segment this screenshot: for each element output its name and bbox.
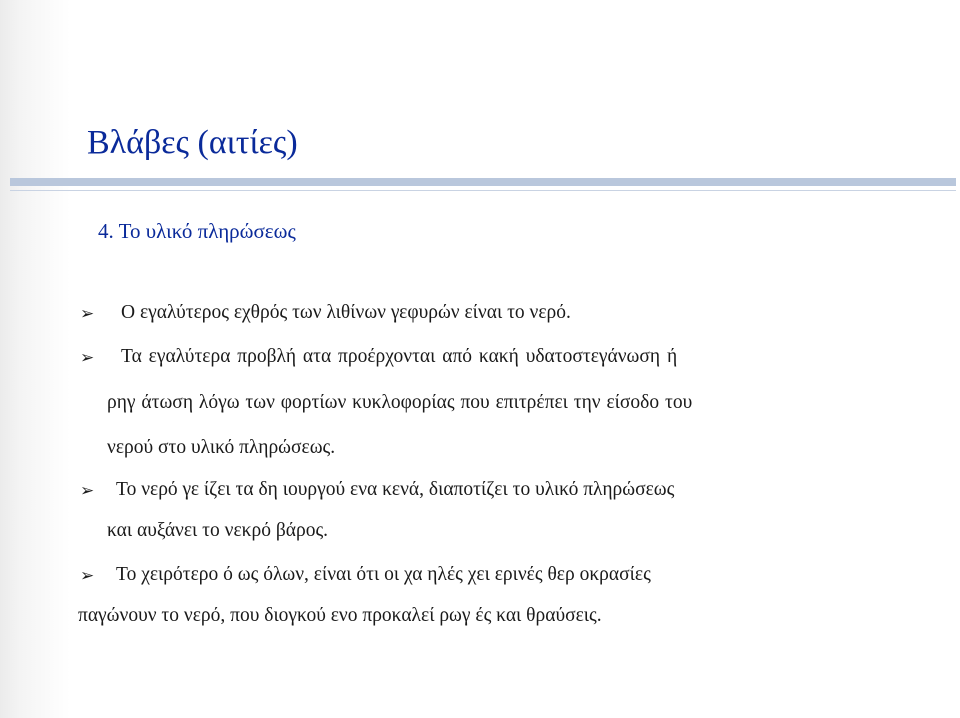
bullet-arrow-icon: ➢ xyxy=(80,304,95,324)
slide-title: Βλάβες (αιτίες) xyxy=(87,124,298,161)
title-rule-thin xyxy=(10,190,956,191)
bullet-arrow-icon: ➢ xyxy=(80,481,95,501)
bullet-arrow-icon: ➢ xyxy=(80,348,95,368)
title-rule xyxy=(10,178,956,186)
slide-subtitle: 4. Το υλικό πληρώσεως xyxy=(98,219,296,243)
bullet-4-line-1: Το χειρότερο ό ως όλων, είναι ότι οι χα ηλές χει ερινές θερ οκρασίες xyxy=(116,564,651,585)
bullet-4-line-2: παγώνουν το νερό, που διογκού ενο προκαλεί ρωγ ές και θραύσεις. xyxy=(78,605,602,626)
bullet-3-line-2: και αυξάνει το νεκρό βάρος. xyxy=(107,520,329,541)
bullet-2-line-2: ρηγ άτωση λόγω των φορτίων κυκλοφορίας που επιτρέπει την είσοδο του xyxy=(107,392,693,413)
bullet-3-line-1: Το νερό γε ίζει τα δη ιουργού ενα κενά, διαποτίζει το υλικό πληρώσεως xyxy=(116,479,675,500)
bullet-2-line-1: Τα εγαλύτερα προβλή ατα προέρχονται από κακή υδατοστεγάνωση ή xyxy=(121,346,678,367)
bullet-2-line-3: νερού στο υλικό πληρώσεως. xyxy=(107,437,336,458)
bullet-arrow-icon: ➢ xyxy=(80,566,95,586)
bullet-1-line-1: Ο εγαλύτερος εχθρός των λιθίνων γεφυρών είναι το νερό. xyxy=(121,302,571,323)
